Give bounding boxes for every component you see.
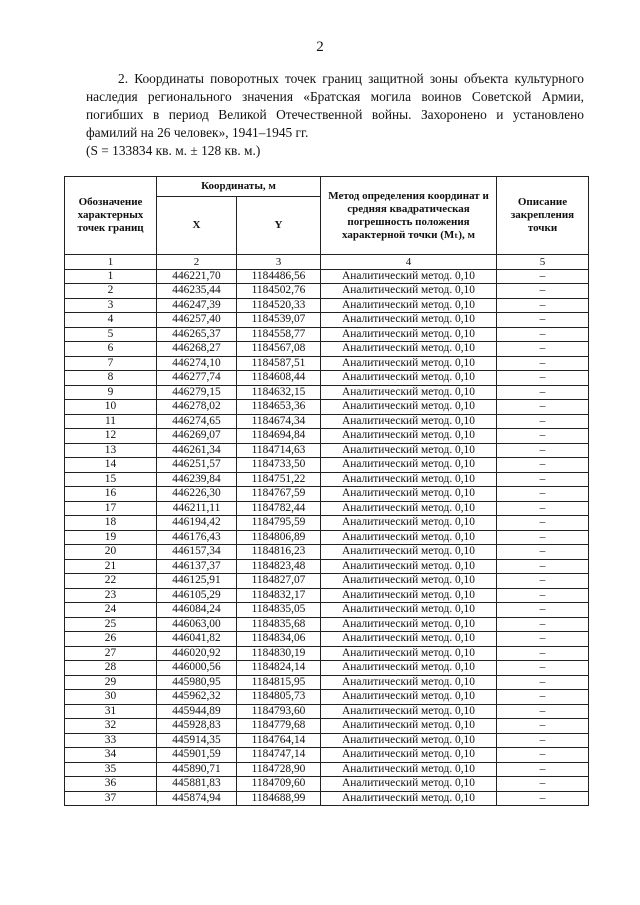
method-cell: Аналитический метод. 0,10 <box>321 342 497 357</box>
table-row <box>65 661 589 676</box>
area-statement: (S = 133834 кв. м. ± 128 кв. м.) <box>86 143 261 158</box>
table-row <box>65 414 589 429</box>
coord-x: 445914,35 <box>157 733 237 748</box>
point-number: 37 <box>65 791 157 806</box>
description-cell: – <box>497 719 589 734</box>
description-cell: – <box>497 313 589 328</box>
page-number: 2 <box>316 39 324 55</box>
description-cell: – <box>497 298 589 313</box>
coord-y: 1184539,07 <box>237 313 321 328</box>
column-number-row <box>65 255 589 270</box>
coord-y: 1184714,63 <box>237 443 321 458</box>
coord-x: 445944,89 <box>157 704 237 719</box>
description-cell: – <box>497 690 589 705</box>
method-cell: Аналитический метод. 0,10 <box>321 545 497 560</box>
coord-x: 446125,91 <box>157 574 237 589</box>
description-cell: – <box>497 487 589 502</box>
coord-x: 446277,74 <box>157 371 237 386</box>
coord-y: 1184747,14 <box>237 748 321 763</box>
description-cell: – <box>497 777 589 792</box>
header-designation: Обозначение характерных точек границ <box>65 177 157 255</box>
coord-x: 445881,83 <box>157 777 237 792</box>
point-number: 30 <box>65 690 157 705</box>
method-cell: Аналитический метод. 0,10 <box>321 429 497 444</box>
table-row <box>65 704 589 719</box>
coord-x: 445890,71 <box>157 762 237 777</box>
description-cell: – <box>497 458 589 473</box>
point-number: 3 <box>65 298 157 313</box>
point-number: 24 <box>65 603 157 618</box>
method-cell: Аналитический метод. 0,10 <box>321 371 497 386</box>
point-number: 36 <box>65 777 157 792</box>
coord-x: 446279,15 <box>157 385 237 400</box>
method-cell: Аналитический метод. 0,10 <box>321 487 497 502</box>
description-cell: – <box>497 516 589 531</box>
table-row <box>65 487 589 502</box>
column-number: 1 <box>65 255 157 270</box>
table-body <box>65 269 589 806</box>
point-number: 14 <box>65 458 157 473</box>
point-number: 31 <box>65 704 157 719</box>
table-row <box>65 632 589 647</box>
method-cell: Аналитический метод. 0,10 <box>321 443 497 458</box>
coord-x: 446274,10 <box>157 356 237 371</box>
method-cell: Аналитический метод. 0,10 <box>321 617 497 632</box>
header-y: Y <box>237 197 321 255</box>
description-cell: – <box>497 632 589 647</box>
method-cell: Аналитический метод. 0,10 <box>321 385 497 400</box>
point-number: 19 <box>65 530 157 545</box>
table-row <box>65 472 589 487</box>
coord-x: 446000,56 <box>157 661 237 676</box>
description-cell: – <box>497 429 589 444</box>
coord-y: 1184805,73 <box>237 690 321 705</box>
description-cell: – <box>497 269 589 284</box>
method-cell: Аналитический метод. 0,10 <box>321 298 497 313</box>
coord-y: 1184728,90 <box>237 762 321 777</box>
coord-y: 1184779,68 <box>237 719 321 734</box>
method-cell: Аналитический метод. 0,10 <box>321 777 497 792</box>
coord-y: 1184816,23 <box>237 545 321 560</box>
method-cell: Аналитический метод. 0,10 <box>321 603 497 618</box>
coord-y: 1184632,15 <box>237 385 321 400</box>
coordinates-table <box>64 176 589 806</box>
description-cell: – <box>497 371 589 386</box>
coord-x: 445874,94 <box>157 791 237 806</box>
coord-x: 446278,02 <box>157 400 237 415</box>
method-cell: Аналитический метод. 0,10 <box>321 646 497 661</box>
coord-x: 446063,00 <box>157 617 237 632</box>
coord-y: 1184835,68 <box>237 617 321 632</box>
method-cell: Аналитический метод. 0,10 <box>321 458 497 473</box>
method-cell: Аналитический метод. 0,10 <box>321 356 497 371</box>
description-cell: – <box>497 472 589 487</box>
point-number: 27 <box>65 646 157 661</box>
description-cell: – <box>497 414 589 429</box>
table-row <box>65 588 589 603</box>
coord-x: 445980,95 <box>157 675 237 690</box>
table-row <box>65 530 589 545</box>
description-cell: – <box>497 284 589 299</box>
coord-y: 1184795,59 <box>237 516 321 531</box>
coord-x: 446247,39 <box>157 298 237 313</box>
table-row <box>65 646 589 661</box>
coord-x: 446261,34 <box>157 443 237 458</box>
coord-x: 446084,24 <box>157 603 237 618</box>
table-row <box>65 603 589 618</box>
method-cell: Аналитический метод. 0,10 <box>321 733 497 748</box>
coord-y: 1184653,36 <box>237 400 321 415</box>
description-cell: – <box>497 356 589 371</box>
point-number: 7 <box>65 356 157 371</box>
coord-y: 1184558,77 <box>237 327 321 342</box>
table-row <box>65 748 589 763</box>
method-cell: Аналитический метод. 0,10 <box>321 719 497 734</box>
coord-y: 1184793,60 <box>237 704 321 719</box>
table-row <box>65 443 589 458</box>
method-cell: Аналитический метод. 0,10 <box>321 269 497 284</box>
column-number: 2 <box>157 255 237 270</box>
table-row <box>65 429 589 444</box>
description-cell: – <box>497 617 589 632</box>
header-coordinates: Координаты, м <box>157 177 321 197</box>
method-cell: Аналитический метод. 0,10 <box>321 661 497 676</box>
point-number: 23 <box>65 588 157 603</box>
table-row <box>65 400 589 415</box>
coord-x: 446239,84 <box>157 472 237 487</box>
table-row <box>65 545 589 560</box>
table-row <box>65 501 589 516</box>
point-number: 9 <box>65 385 157 400</box>
coord-y: 1184767,59 <box>237 487 321 502</box>
coord-y: 1184834,06 <box>237 632 321 647</box>
method-cell: Аналитический метод. 0,10 <box>321 400 497 415</box>
description-cell: – <box>497 646 589 661</box>
coord-y: 1184709,60 <box>237 777 321 792</box>
table-row <box>65 516 589 531</box>
coord-x: 446157,34 <box>157 545 237 560</box>
description-cell: – <box>497 603 589 618</box>
table-row <box>65 733 589 748</box>
coord-x: 446269,07 <box>157 429 237 444</box>
method-cell: Аналитический метод. 0,10 <box>321 559 497 574</box>
description-cell: – <box>497 574 589 589</box>
coord-x: 446137,37 <box>157 559 237 574</box>
column-number: 5 <box>497 255 589 270</box>
description-cell: – <box>497 588 589 603</box>
description-cell: – <box>497 748 589 763</box>
coord-x: 446020,92 <box>157 646 237 661</box>
coord-y: 1184782,44 <box>237 501 321 516</box>
coord-y: 1184824,14 <box>237 661 321 676</box>
coord-y: 1184486,56 <box>237 269 321 284</box>
point-number: 17 <box>65 501 157 516</box>
table-row <box>65 269 589 284</box>
description-cell: – <box>497 501 589 516</box>
description-cell: – <box>497 400 589 415</box>
method-cell: Аналитический метод. 0,10 <box>321 748 497 763</box>
coord-x: 446105,29 <box>157 588 237 603</box>
table-row <box>65 371 589 386</box>
point-number: 15 <box>65 472 157 487</box>
point-number: 28 <box>65 661 157 676</box>
table-row <box>65 777 589 792</box>
method-cell: Аналитический метод. 0,10 <box>321 501 497 516</box>
coord-y: 1184688,99 <box>237 791 321 806</box>
header-description: Описание закрепления точки <box>497 177 589 255</box>
method-cell: Аналитический метод. 0,10 <box>321 588 497 603</box>
coord-x: 446221,70 <box>157 269 237 284</box>
point-number: 1 <box>65 269 157 284</box>
description-cell: – <box>497 385 589 400</box>
table-row <box>65 313 589 328</box>
description-cell: – <box>497 559 589 574</box>
coord-y: 1184751,22 <box>237 472 321 487</box>
coord-x: 445962,32 <box>157 690 237 705</box>
coord-y: 1184608,44 <box>237 371 321 386</box>
coord-y: 1184733,50 <box>237 458 321 473</box>
method-cell: Аналитический метод. 0,10 <box>321 704 497 719</box>
table-row <box>65 327 589 342</box>
column-number: 4 <box>321 255 497 270</box>
header-method: Метод определения координат и средняя квадратическая погрешность положения характерной точки (Mₜ), м <box>321 177 497 255</box>
coord-y: 1184830,19 <box>237 646 321 661</box>
point-number: 35 <box>65 762 157 777</box>
point-number: 33 <box>65 733 157 748</box>
point-number: 22 <box>65 574 157 589</box>
coord-y: 1184827,07 <box>237 574 321 589</box>
point-number: 2 <box>65 284 157 299</box>
section-title: 2. Координаты поворотных точек границ защитной зоны объекта культурного наследия регионального значения «Братская могила воинов Советской Армии, погибших в период Великой Отечественной войны. Захоронено и установлено фамилий на 26 человек», 1941–1945 гг. <box>86 71 584 140</box>
point-number: 26 <box>65 632 157 647</box>
method-cell: Аналитический метод. 0,10 <box>321 574 497 589</box>
point-number: 5 <box>65 327 157 342</box>
coord-y: 1184520,33 <box>237 298 321 313</box>
table-row <box>65 458 589 473</box>
point-number: 10 <box>65 400 157 415</box>
coord-x: 446257,40 <box>157 313 237 328</box>
method-cell: Аналитический метод. 0,10 <box>321 414 497 429</box>
method-cell: Аналитический метод. 0,10 <box>321 791 497 806</box>
method-cell: Аналитический метод. 0,10 <box>321 632 497 647</box>
description-cell: – <box>497 530 589 545</box>
table-row <box>65 574 589 589</box>
description-cell: – <box>497 545 589 560</box>
coord-x: 446194,42 <box>157 516 237 531</box>
description-cell: – <box>497 704 589 719</box>
point-number: 18 <box>65 516 157 531</box>
method-cell: Аналитический метод. 0,10 <box>321 690 497 705</box>
point-number: 6 <box>65 342 157 357</box>
coord-y: 1184764,14 <box>237 733 321 748</box>
point-number: 21 <box>65 559 157 574</box>
coord-x: 446268,27 <box>157 342 237 357</box>
table-row <box>65 791 589 806</box>
description-cell: – <box>497 791 589 806</box>
table-row <box>65 690 589 705</box>
coord-y: 1184815,95 <box>237 675 321 690</box>
method-cell: Аналитический метод. 0,10 <box>321 472 497 487</box>
point-number: 34 <box>65 748 157 763</box>
table-row <box>65 617 589 632</box>
method-cell: Аналитический метод. 0,10 <box>321 516 497 531</box>
description-cell: – <box>497 762 589 777</box>
section-heading <box>86 70 584 160</box>
point-number: 29 <box>65 675 157 690</box>
coord-y: 1184587,51 <box>237 356 321 371</box>
point-number: 25 <box>65 617 157 632</box>
coord-x: 446274,65 <box>157 414 237 429</box>
coord-x: 446226,30 <box>157 487 237 502</box>
description-cell: – <box>497 342 589 357</box>
coord-y: 1184674,34 <box>237 414 321 429</box>
method-cell: Аналитический метод. 0,10 <box>321 313 497 328</box>
table-row <box>65 342 589 357</box>
coord-y: 1184823,48 <box>237 559 321 574</box>
table-row <box>65 675 589 690</box>
method-cell: Аналитический метод. 0,10 <box>321 762 497 777</box>
method-cell: Аналитический метод. 0,10 <box>321 530 497 545</box>
table-row <box>65 559 589 574</box>
table-row <box>65 385 589 400</box>
point-number: 16 <box>65 487 157 502</box>
description-cell: – <box>497 733 589 748</box>
column-number: 3 <box>237 255 321 270</box>
coord-x: 446211,11 <box>157 501 237 516</box>
description-cell: – <box>497 443 589 458</box>
table-row <box>65 298 589 313</box>
description-cell: – <box>497 675 589 690</box>
coord-x: 445901,59 <box>157 748 237 763</box>
coord-y: 1184694,84 <box>237 429 321 444</box>
coord-x: 446251,57 <box>157 458 237 473</box>
coord-x: 446235,44 <box>157 284 237 299</box>
coord-x: 445928,83 <box>157 719 237 734</box>
method-cell: Аналитический метод. 0,10 <box>321 284 497 299</box>
table-row <box>65 284 589 299</box>
point-number: 13 <box>65 443 157 458</box>
method-cell: Аналитический метод. 0,10 <box>321 327 497 342</box>
method-cell: Аналитический метод. 0,10 <box>321 675 497 690</box>
coord-y: 1184806,89 <box>237 530 321 545</box>
point-number: 8 <box>65 371 157 386</box>
coord-x: 446176,43 <box>157 530 237 545</box>
point-number: 11 <box>65 414 157 429</box>
description-cell: – <box>497 661 589 676</box>
point-number: 12 <box>65 429 157 444</box>
point-number: 4 <box>65 313 157 328</box>
coord-x: 446041,82 <box>157 632 237 647</box>
coord-x: 446265,37 <box>157 327 237 342</box>
table-row <box>65 356 589 371</box>
table-row <box>65 762 589 777</box>
coord-y: 1184832,17 <box>237 588 321 603</box>
coord-y: 1184502,76 <box>237 284 321 299</box>
table-row <box>65 719 589 734</box>
coord-y: 1184567,08 <box>237 342 321 357</box>
header-x: X <box>157 197 237 255</box>
point-number: 32 <box>65 719 157 734</box>
description-cell: – <box>497 327 589 342</box>
point-number: 20 <box>65 545 157 560</box>
coord-y: 1184835,05 <box>237 603 321 618</box>
